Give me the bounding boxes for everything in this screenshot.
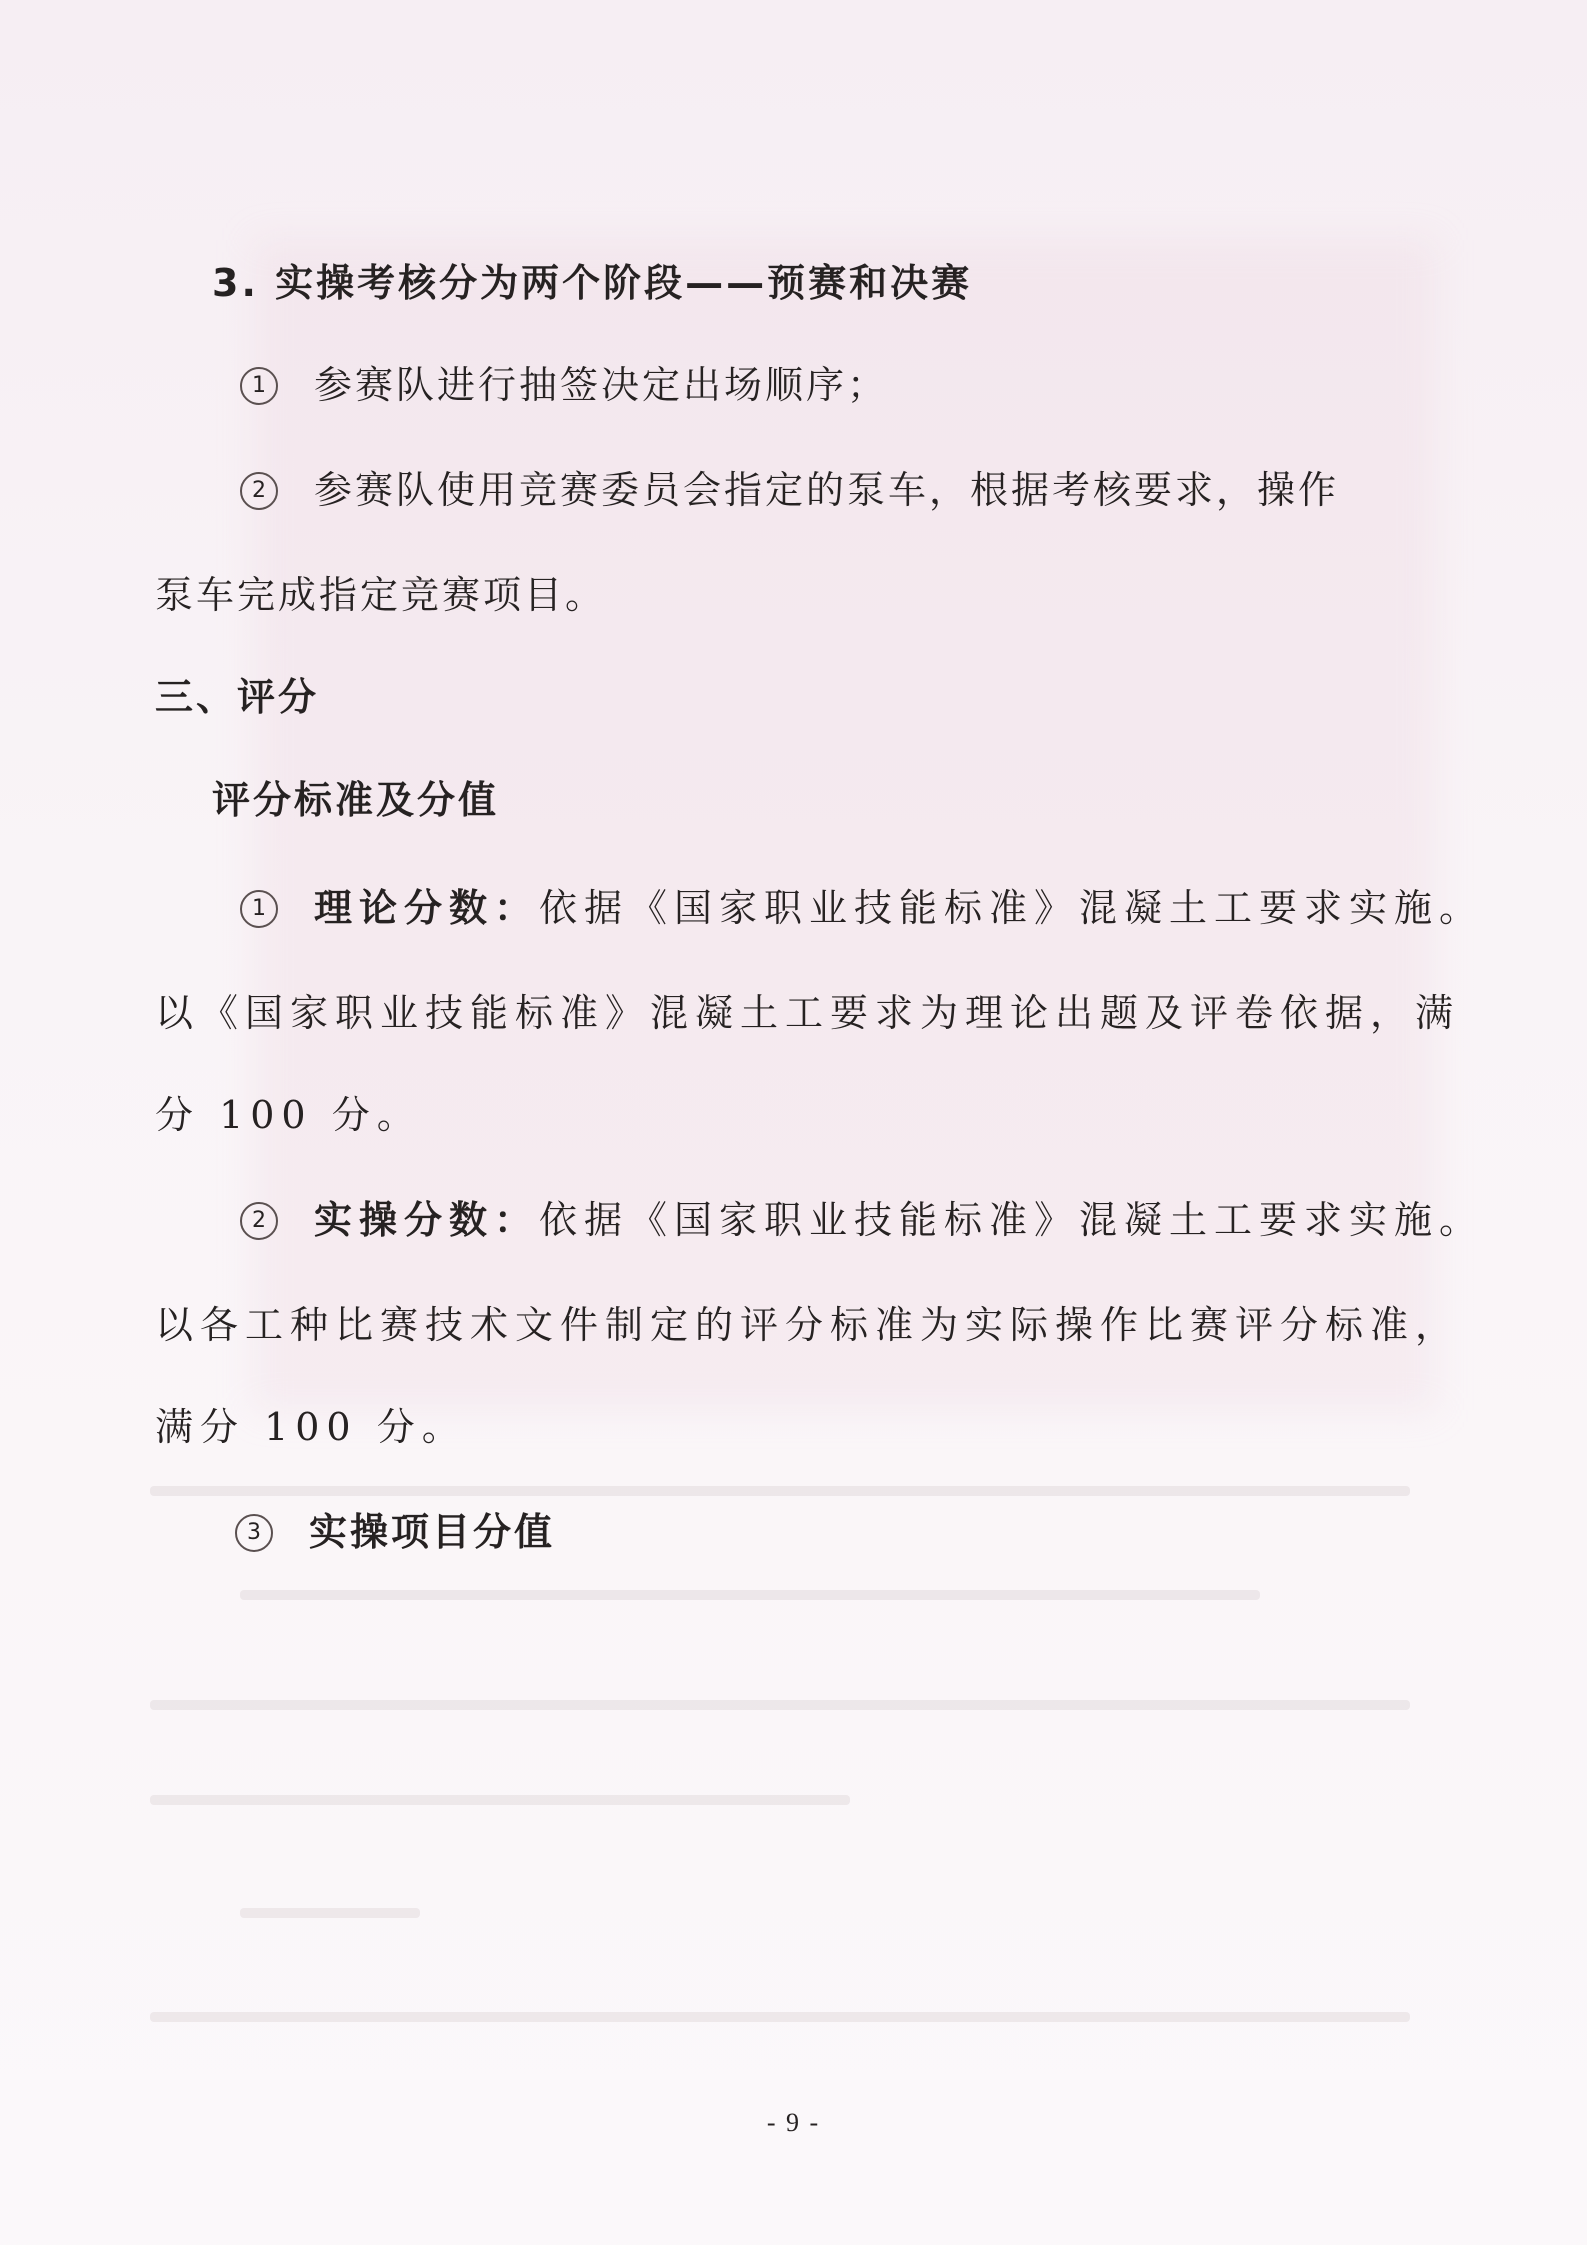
item-text: 参赛队使用竞赛委员会指定的泵车，根据考核要求，操作 bbox=[314, 468, 1340, 512]
scoring-heading: 三、评分 bbox=[155, 675, 320, 719]
bleed-through-line bbox=[150, 1795, 850, 1805]
page-number: - 9 - bbox=[766, 2108, 821, 2137]
bleed-through-line bbox=[150, 1700, 1410, 1710]
theory-score-line bbox=[240, 883, 1484, 933]
practical-score-line3: 满分 100 分。 bbox=[155, 1405, 467, 1449]
section3-item2-continuation: 泵车完成指定竞赛项目。 bbox=[155, 573, 607, 617]
circled-number: 3 bbox=[235, 1514, 273, 1552]
bleed-through-line bbox=[240, 1590, 1260, 1600]
circled-number: 1 bbox=[240, 367, 278, 405]
theory-score-line3: 分 100 分。 bbox=[155, 1093, 422, 1137]
practical-label: 实操分数： bbox=[314, 1198, 540, 1242]
bleed-through-line bbox=[150, 2012, 1410, 2022]
circled-number: 2 bbox=[240, 472, 278, 510]
circled-number: 2 bbox=[240, 1202, 278, 1240]
section3-item1 bbox=[240, 360, 888, 410]
practical-text: 依据《国家职业技能标准》混凝土工要求实施。 bbox=[539, 1198, 1485, 1242]
scoring-subheading: 评分标准及分值 bbox=[212, 778, 500, 822]
circled-number: 1 bbox=[240, 890, 278, 928]
item-text: 参赛队进行抽签决定出场顺序； bbox=[314, 363, 889, 407]
practical-score-line2: 以各工种比赛技术文件制定的评分标准为实际操作比赛评分标准， bbox=[155, 1303, 1461, 1347]
practical-items-line bbox=[235, 1507, 555, 1557]
theory-score-line2: 以《国家职业技能标准》混凝土工要求为理论出题及评卷依据，满 bbox=[155, 991, 1461, 1035]
practical-items-label: 实操项目分值 bbox=[309, 1510, 556, 1554]
section3-heading: 3. 实操考核分为两个阶段——预赛和决赛 bbox=[212, 261, 973, 305]
bleed-through-line bbox=[240, 1908, 420, 1918]
theory-text: 依据《国家职业技能标准》混凝土工要求实施。 bbox=[539, 886, 1485, 930]
practical-score-line bbox=[240, 1195, 1484, 1245]
theory-label: 理论分数： bbox=[314, 886, 540, 930]
bleed-through-line bbox=[150, 1486, 1410, 1496]
section3-item2 bbox=[240, 465, 1339, 515]
